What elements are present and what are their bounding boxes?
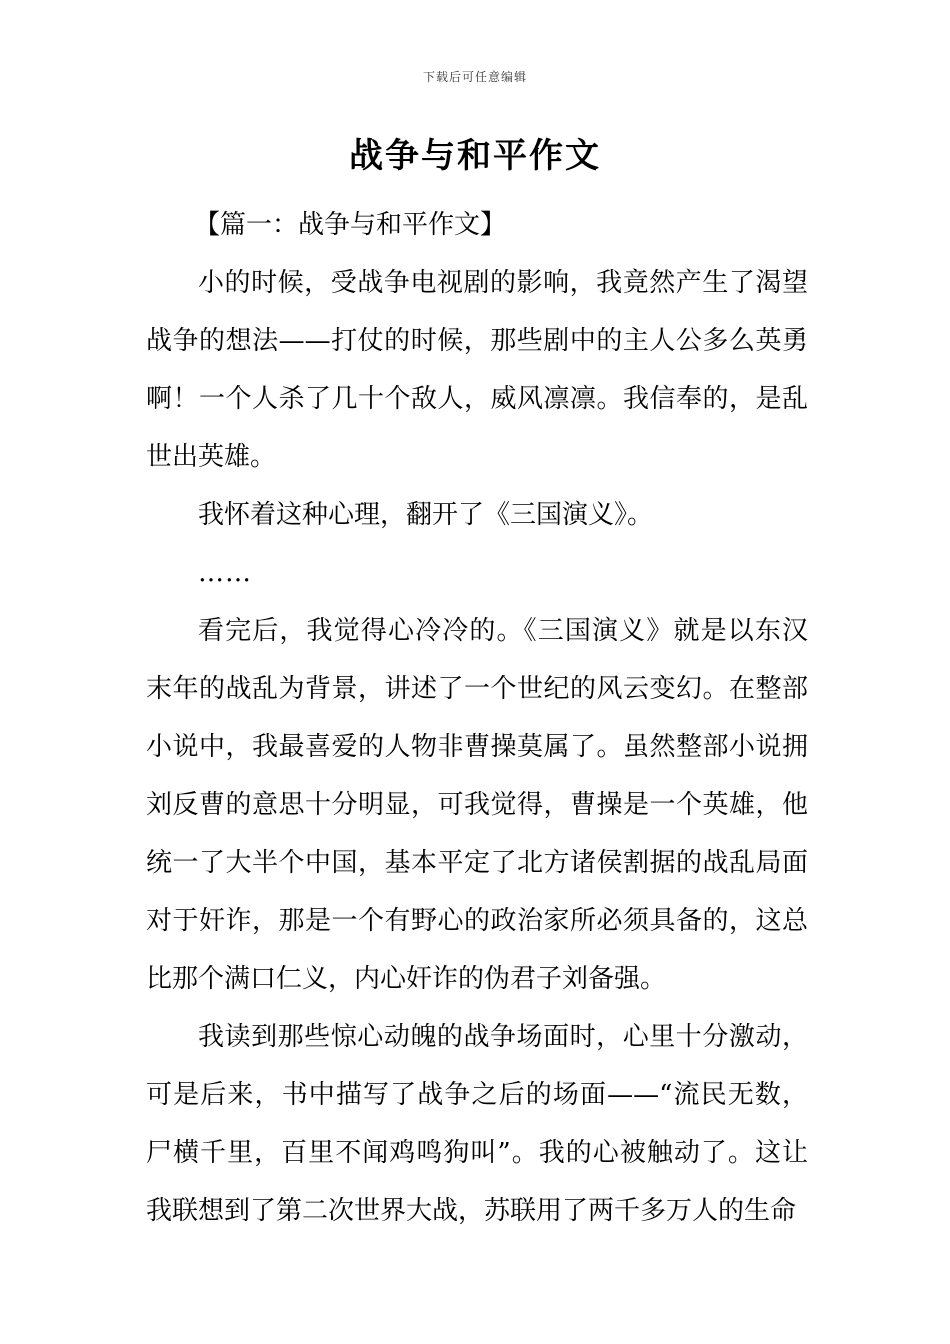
document-body [146, 196, 808, 1240]
section-heading: 【篇一：战争与和平作文】 [194, 210, 507, 240]
document-title: 战争与和平作文 [349, 136, 601, 176]
paragraph-1: 小的时候，受战争电视剧的影响，我竟然产生了渴望战争的想法——打仗的时候，那些剧中的主人公多么英勇啊！一个人杀了几十个敌人，威风凛凛。我信奉的，是乱世出英雄。 [146, 268, 808, 472]
header-note: 下载后可任意编辑 [422, 70, 527, 84]
paragraph-2: 我怀着这种心理，翻开了《三国演义》。 [198, 500, 654, 530]
paragraph-3: 看完后，我觉得心冷冷的。《三国演义》就是以东汉末年的战乱为背景，讲述了一个世纪的风云变幻。在整部小说中，我最喜爱的人物非曹操莫属了。虽然整部小说拥刘反曹的意思十分明显，可我觉得，曹操是一个英雄，他统一了大半个中国，基本平定了北方诸侯割据的战乱局面对于奸诈，那是一个有野心的政治家所必须具备的，这总比那个满口仁义，内心奸诈的伪君子刘备强。 [146, 616, 808, 994]
paragraph-4: 我读到那些惊心动魄的战争场面时，心里十分激动，可是后来，书中描写了战争之后的场面——“流民无数，尸横千里，百里不闻鸡鸣狗叫”。我的心被触动了。这让我联想到了第二次世界大战，苏联用了两千多万人的生命 [146, 1022, 808, 1226]
ellipsis-line: …… [198, 558, 252, 588]
